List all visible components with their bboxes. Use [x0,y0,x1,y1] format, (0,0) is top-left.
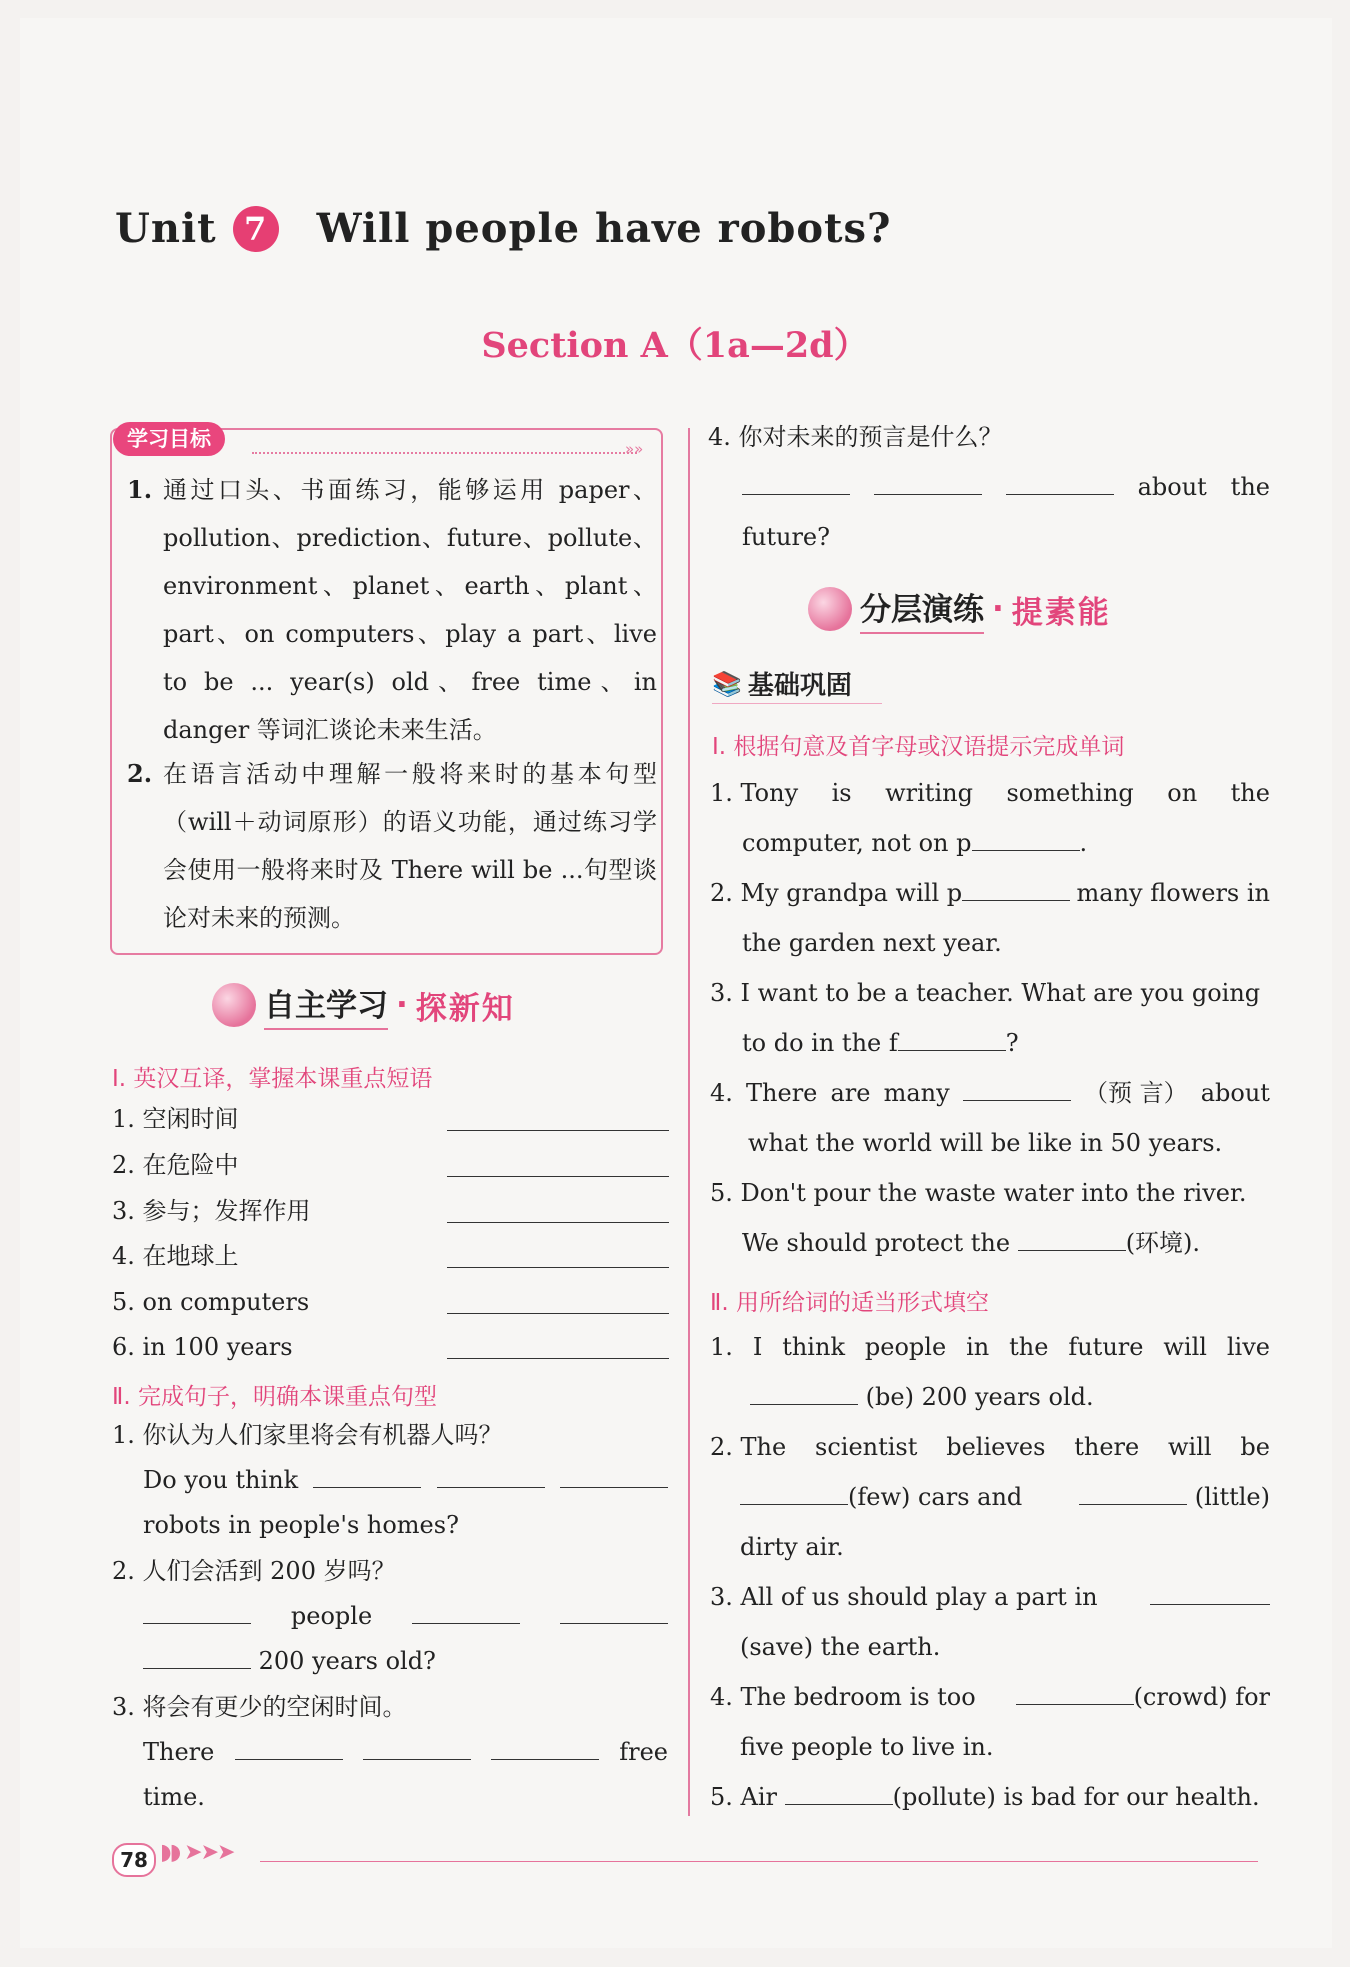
question-text: about [1137,473,1207,501]
ball-icon [212,983,256,1027]
banner-accent: 探新知 [415,990,515,1027]
question-row [143,1636,436,1686]
answer-line[interactable] [1079,1478,1187,1505]
question-text: computer, not on p [742,829,972,857]
question-cn: 2. 人们会活到 200 岁吗？ [112,1557,396,1585]
question-text: (crowd) for [1133,1683,1270,1711]
question-text: . [1079,829,1088,857]
word: there [1074,1433,1140,1461]
goal-item [127,466,657,754]
self-study-banner [212,980,515,1030]
question-text: the garden next year. [742,929,1002,957]
answer-line[interactable] [972,824,1080,851]
answer-line[interactable] [750,1378,858,1405]
question-cn: 1. 你认为人们家里将会有机器人吗？ [112,1421,503,1449]
answer-line[interactable] [491,1733,599,1760]
word: I [752,1333,763,1361]
word: on [1167,779,1198,807]
answer-line[interactable] [447,1313,669,1314]
question-row [742,1218,1200,1268]
word: There [746,1079,818,1107]
question-text: (little) [1194,1483,1270,1511]
question-row [750,1372,1094,1422]
goal-item [127,750,657,942]
word: future [1068,1333,1144,1361]
word: people [864,1333,947,1361]
book-icon: 📚 [712,669,742,698]
question-text: (save) the earth. [740,1633,941,1661]
unit-number-badge: 7 [233,206,279,252]
answer-line[interactable] [1150,1578,1270,1605]
word: something [1006,779,1134,807]
arrow-decoration-icon: ◗◗ ➤➤➤ [160,1840,234,1865]
question-row [742,818,1087,868]
phrase-item: 5. on computers [112,1288,310,1316]
question-text: people [290,1602,373,1630]
word: the [1009,1333,1049,1361]
part-heading: Ⅰ. 英汉互译，掌握本课重点短语 [112,1066,433,1092]
answer-line[interactable] [412,1597,520,1624]
answer-line[interactable] [447,1358,669,1359]
answer-line[interactable] [447,1267,669,1268]
question-row [740,1472,1270,1522]
question-row [143,1455,668,1505]
question-row [742,1018,1019,1068]
question-text: future? [742,523,830,551]
question-row [710,768,1270,818]
question-text: the [1230,473,1270,501]
question-row [143,1591,668,1641]
unit-heading: Will people have robots? [316,205,892,252]
answer-line[interactable] [363,1733,471,1760]
question-text: 5. Don't pour the waste water into the river. [710,1179,1247,1207]
question-text: ? [1005,1029,1019,1057]
sub-banner [712,665,852,702]
goals-dotted-line [252,452,637,454]
phrase-item: 1. 空闲时间 [112,1105,239,1133]
answer-line[interactable] [962,874,1070,901]
word: about [1200,1079,1270,1107]
section-title: Section A（1a—2d） [481,325,869,366]
question-text: 3. All of us should play a part in [710,1583,1098,1611]
answer-line[interactable] [235,1733,343,1760]
word: live [1226,1333,1270,1361]
question-text: 200 years old? [258,1647,436,1675]
banner-dot: · [396,987,408,1023]
word: in [966,1333,990,1361]
goal-text: 在语言活动中理解一般将来时的基本句型（will＋动词原形）的语义功能，通过练习学会使用一般将来时及 There will be ...句型谈论对未来的预测。 [163,760,657,932]
question-row [143,1727,668,1777]
question-row [710,1672,1270,1722]
question-text: time. [143,1783,205,1811]
goal-number: 2. [127,759,153,788]
banner-accent: 提素能 [1011,594,1111,631]
question-text: (be) 200 years old. [865,1383,1094,1411]
question-row [710,1422,1270,1472]
question-text: (环境). [1125,1229,1201,1257]
chevron-right-icon: »» [625,440,644,458]
question-text: We should protect the [742,1229,1011,1257]
word: the [1230,779,1270,807]
phrase-item: 2. 在危险中 [112,1151,239,1179]
underline [712,703,882,704]
question-row [710,1322,1270,1372]
answer-line[interactable] [1018,1224,1126,1251]
phrase-item: 3. 参与；发挥作用 [112,1197,311,1225]
word: 4. [710,1079,733,1107]
answer-line[interactable] [560,1597,668,1624]
word: is [831,779,852,807]
ball-icon [808,587,852,631]
unit-title [115,205,891,252]
question-cn: 4. 你对未来的预言是什么？ [708,423,1003,451]
word: 1. Tony [710,779,799,807]
question-row [710,1572,1270,1622]
word: writing [885,779,973,807]
goals-tag: 学习目标 [113,422,225,456]
question-text: robots in people's homes? [143,1511,459,1539]
question-text: 4. The bedroom is too [710,1683,976,1711]
question-text: (few) cars and [848,1483,1023,1511]
page-number: 78 [112,1843,156,1877]
question-row [710,1068,1270,1118]
part-heading: Ⅱ. 用所给词的适当形式填空 [710,1290,989,1316]
question-text: 5. Air [710,1783,778,1811]
answer-line[interactable] [437,1461,545,1488]
answer-line[interactable] [447,1130,669,1131]
word: think [782,1333,845,1361]
phrase-item: 4. 在地球上 [112,1242,239,1270]
answer-line[interactable] [1006,468,1114,495]
banner-main: 分层演练 [860,584,984,634]
question-row [710,868,1270,918]
goal-number: 1. [127,475,153,504]
word: be [1240,1433,1270,1461]
answer-line[interactable] [1016,1678,1134,1705]
word: will [1168,1433,1212,1461]
practice-banner [808,584,1111,634]
answer-line[interactable] [313,1461,421,1488]
answer-line[interactable] [447,1222,669,1223]
answer-line[interactable] [143,1642,251,1669]
question-text: 3. I want to be a teacher. What are you going [710,979,1261,1007]
column-divider [688,428,690,1816]
question-text: dirty air. [740,1533,844,1561]
question-text: many flowers in [1076,879,1270,907]
word: believes [946,1433,1046,1461]
answer-line[interactable] [898,1024,1006,1051]
sub-banner-text: 基础巩固 [747,671,852,701]
answer-line[interactable] [874,468,982,495]
banner-dot: · [992,591,1004,627]
question-text: (pollute) is bad for our health. [892,1783,1260,1811]
answer-line[interactable] [560,1461,668,1488]
word: （预 言） [1083,1079,1188,1107]
goal-text: 通过口头、书面练习，能够运用 paper、pollution、prediction、future、pollute、environment、planet、earth、plant、part、on computers、play a part、live to be ... year(s) old、free time、in danger 等词汇谈论未来生活。 [163,476,657,744]
unit-word: Unit [115,205,217,252]
question-text: There [143,1738,215,1766]
question-text: free [619,1738,668,1766]
question-text: five people to live in. [740,1733,994,1761]
word: will [1163,1333,1207,1361]
answer-line[interactable] [785,1778,893,1805]
word: scientist [815,1433,918,1461]
answer-line[interactable] [742,468,850,495]
part-heading: Ⅰ. 根据句意及首字母或汉语提示完成单词 [712,734,1125,760]
word: are [830,1079,871,1107]
question-text: Do you think [143,1466,299,1494]
part-heading: Ⅱ. 完成句子，明确本课重点句型 [112,1384,437,1410]
answer-line[interactable] [447,1176,669,1177]
word: 1. [710,1333,733,1361]
question-row [710,1772,1260,1822]
answer-line[interactable] [740,1478,848,1505]
phrase-item: 6. in 100 years [112,1333,293,1361]
question-text: to do in the f [742,1029,898,1057]
word: 2. The [710,1433,787,1461]
answer-line[interactable] [143,1597,251,1624]
footer-line [260,1861,1258,1862]
question-row [742,462,1270,512]
word: many [883,1079,950,1107]
question-text: what the world will be like in 50 years. [748,1129,1223,1157]
answer-line[interactable] [963,1074,1071,1101]
question-cn: 3. 将会有更少的空闲时间。 [112,1693,407,1721]
question-text: 2. My grandpa will p [710,879,963,907]
banner-main: 自主学习 [264,980,388,1030]
